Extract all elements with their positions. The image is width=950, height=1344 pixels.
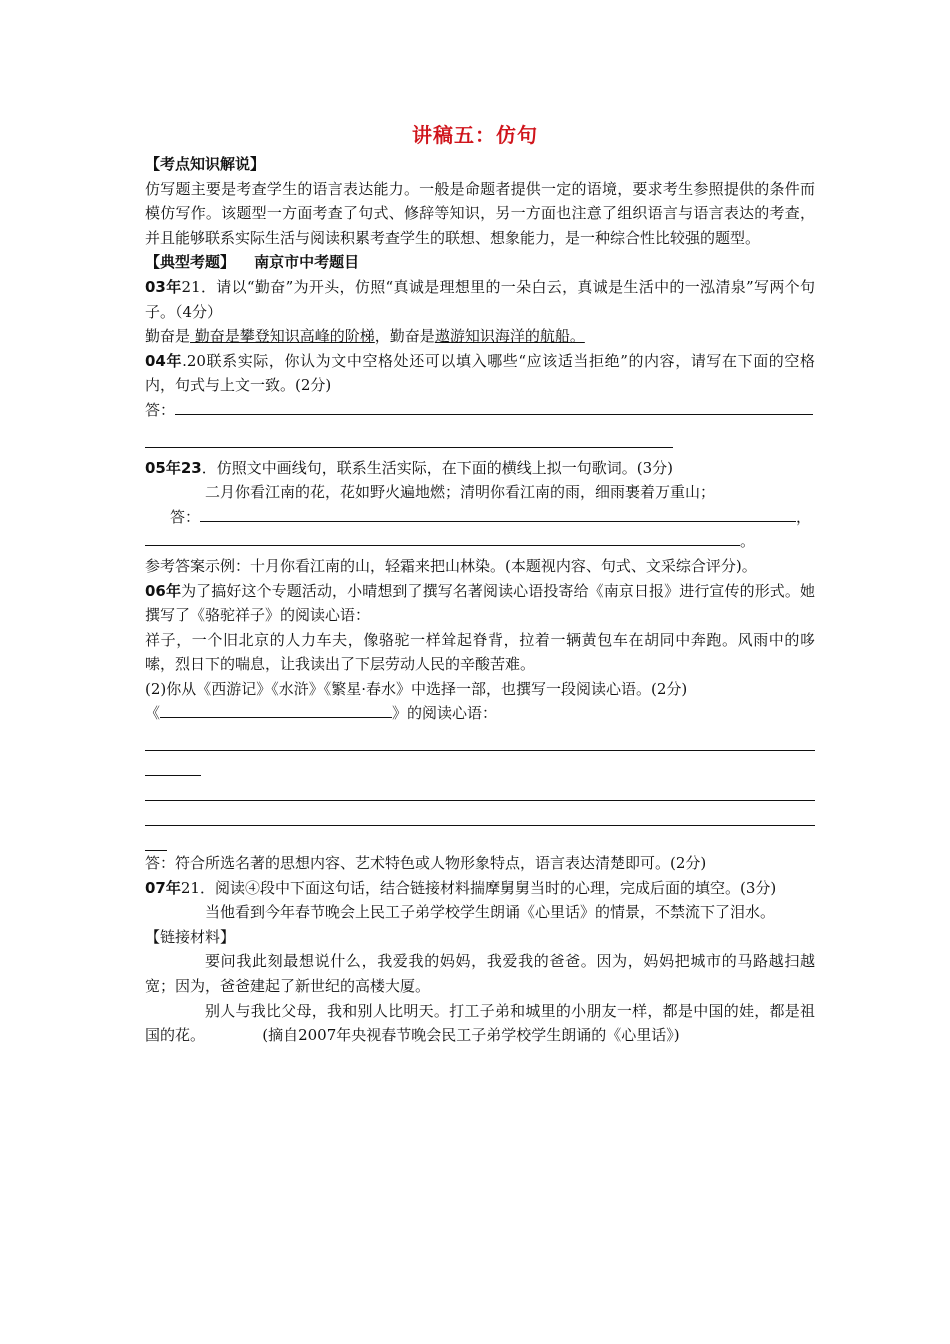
answer-blank-3b[interactable] (145, 826, 167, 851)
example-06: 祥子，一个旧北京的人力车夫，像骆驼一样耸起脊背，拉着一辆黄包车在胡同中奔跑。风雨中的哆嗦，烈日下的喘息，让我读出了下层劳动人民的辛酸苦难。 (145, 630, 815, 674)
question-06-2: (2)你从《西游记》《水浒》《繁星·春水》中选择一部，也撰写一段阅读心语。(2分) (145, 679, 688, 698)
question-05 (145, 456, 815, 481)
page-title: 讲稿五：仿句 (412, 123, 538, 147)
reference-answer-05: 参考答案示例：十月你看江南的山，轻霜来把山林染。(本题视内容、句式、文采综合评分)。 (145, 556, 757, 575)
question-year: 05年23 (145, 458, 202, 477)
question-06 (145, 579, 815, 628)
section-heading-typical: 【典型考题】 (145, 253, 236, 272)
section-heading-knowledge: 【考点知识解说】 (145, 155, 266, 173)
answer-line-05b (145, 529, 815, 554)
book-title-blank[interactable] (160, 701, 392, 718)
answer-prefix: 勤奋是 (145, 327, 191, 346)
question-text: 21．请以“勤奋”为开头，仿照“真诚是理想里的一朵白云，真诚是生活中的一泓清泉”写两个句子。（4分） (145, 277, 816, 321)
answer-label: 答： (170, 507, 201, 526)
question-04 (145, 349, 815, 398)
answer-underlined-1: 勤奋是攀登知识高峰的阶梯 (190, 327, 375, 346)
answer-blank-2[interactable] (145, 776, 815, 801)
answer-blank-3[interactable] (145, 801, 815, 826)
answer-blank-2[interactable] (145, 529, 740, 546)
answer-line-05 (145, 505, 815, 530)
typical-questions-heading (145, 250, 815, 275)
question-07 (145, 876, 815, 901)
answer-line-04 (145, 398, 815, 423)
question-text: ．仿照文中画线句，联系生活实际，在下面的横线上拟一句歌词。(3分) (201, 458, 674, 477)
question-text: .20联系实际，你认为文中空格处还可以填入哪些“应该适当拒绝”的内容，请写在下面的空格内，句式与上文一致。(2分) (145, 351, 815, 395)
answer-middle: ，勤奋是 (374, 327, 435, 346)
question-year: 07年 (145, 878, 181, 897)
link-heading: 【链接材料】 (145, 927, 236, 946)
question-text: 为了搞好这个专题活动，小晴想到了撰写名著阅读心语投寄给《南京日报》进行宣传的形式。她撰写了《骆驼祥子》的阅读心语： (145, 581, 816, 625)
answer-blank-1[interactable] (145, 726, 815, 751)
answer-03 (145, 324, 815, 349)
close-bracket-label: 》的阅读心语： (392, 704, 498, 723)
question-year: 06年 (145, 581, 182, 600)
link-paragraph-2-text: 别人与我比父母，我和别人比明天。打工子弟和城里的小朋友一样，都是中国的娃，都是祖国的花。 (145, 1001, 815, 1045)
answer-blank[interactable] (175, 398, 813, 415)
open-bracket: 《 (145, 704, 161, 723)
answer-blank-2[interactable] (145, 423, 673, 448)
answer-blank-1b[interactable] (145, 751, 201, 776)
question-03 (145, 275, 815, 324)
answer-underlined-2: 遨游知识海洋的航船。 (434, 327, 585, 346)
answer-label: 答： (145, 400, 176, 419)
section-subheading: 南京市中考题目 (254, 253, 360, 272)
quote-05: 二月你看江南的花，花如野火遍地燃；清明你看江南的雨，细雨裹着万重山； (205, 483, 716, 502)
link-paragraph-2 (145, 999, 815, 1048)
link-source: (摘自2007年央视春节晚会民工子弟学校学生朗诵的《心里话》) (262, 1026, 680, 1045)
document-page (145, 118, 815, 1048)
answer-blank[interactable] (200, 505, 796, 522)
question-text: 21．阅读④段中下面这句话，结合链接材料揣摩舅舅当时的心理，完成后面的填空。(3分) (180, 878, 777, 897)
answer-comma: ， (796, 507, 812, 526)
answer-period: 。 (740, 532, 756, 551)
link-paragraph-1: 要问我此刻最想说什么，我爱我的妈妈，我爱我的爸爸。因为，妈妈把城市的马路越扫越宽；因为，爸爸建起了新世纪的高楼大厦。 (145, 952, 815, 996)
quote-07: 当他看到今年春节晚会上民工子弟学校学生朗诵《心里话》的情景，不禁流下了泪水。 (205, 903, 776, 922)
question-year: 03年 (145, 277, 182, 296)
question-year: 04年 (145, 351, 183, 370)
answer-06: 答：符合所选名著的思想内容、艺术特色或人物形象特点，语言表达清楚即可。(2分) (145, 854, 707, 873)
knowledge-paragraph: 仿写题主要是考查学生的语言表达能力。一般是命题者提供一定的语境，要求考生参照提供的条件而模仿写作。该题型一方面考查了句式、修辞等知识，另一方面也注意了组织语言与语言表达的考查，并且能够联系实际生活与阅读积累考查学生的联想、想象能力，是一种综合性比较强的题型。 (145, 179, 815, 247)
answer-title-06 (145, 701, 815, 726)
